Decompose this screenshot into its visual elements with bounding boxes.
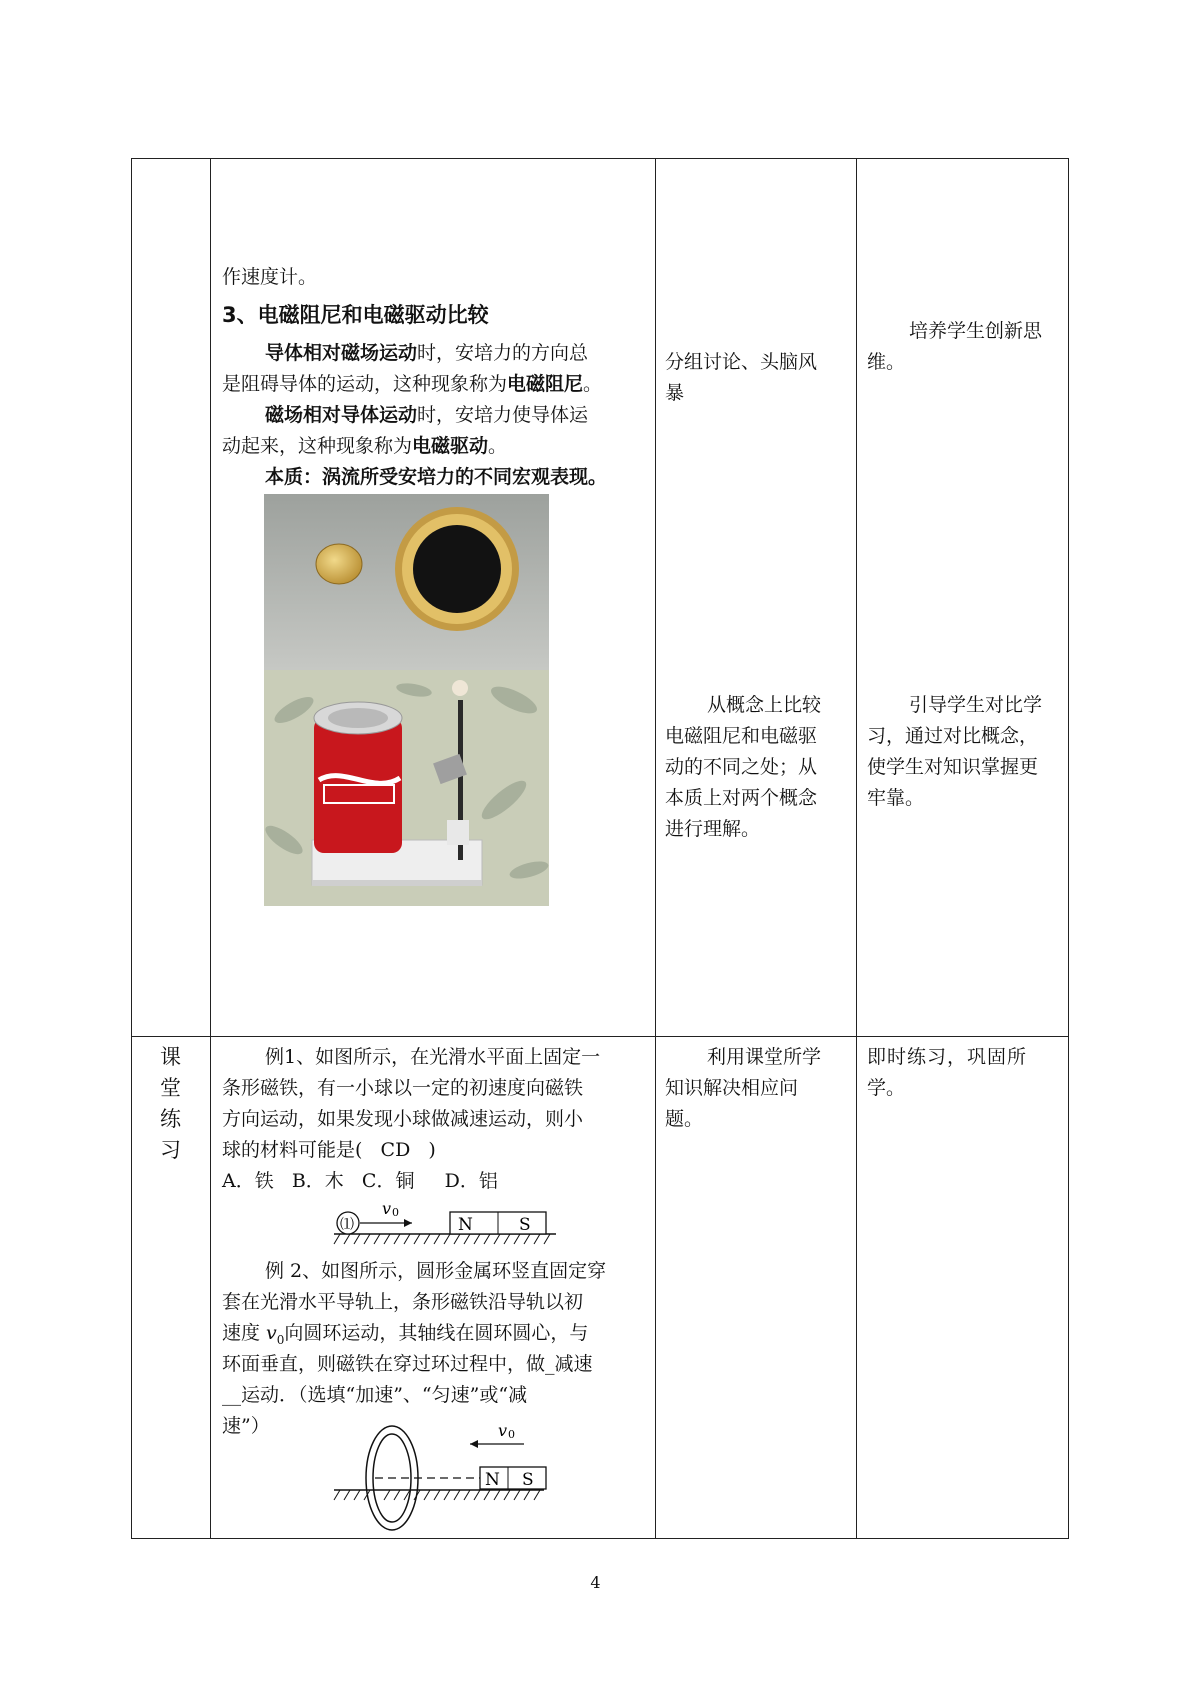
activity-compare-line3: 动的不同之处；从 [665,756,818,778]
row-label-char: 练 [160,1107,181,1131]
activity-compare-line1: 从概念上比较 [707,694,822,716]
damping-text-2: 是阻碍导体的运动，这种现象称为 [222,373,508,395]
velocity-symbol: v [266,1322,277,1344]
example1-line2: 条形磁铁，有一小球以一定的初速度向磁铁 [222,1077,584,1099]
activity-practice-line1: 利用课堂所学 [707,1046,822,1068]
activity-compare-line2: 电磁阻尼和电磁驱 [665,725,818,747]
intent-innovation-line1: 培养学生创新思 [909,320,1043,342]
table-border-right [1068,158,1069,1539]
content-line: 作速度计。 [222,266,318,288]
column-divider-2 [655,158,656,1539]
example1-options: A．铁 B．木 C．铜 D．铝 [222,1170,498,1192]
essence-line: 本质：涡流所受安培力的不同宏观表现。 [265,466,608,488]
example2-line5: __运动．（选填“加速”、“匀速”或“减 [222,1384,528,1406]
drive-term-bold: 磁场相对导体运动 [265,404,418,426]
damping-end: 。 [583,373,603,395]
example1-line3: 方向运动，如果发现小球做减速运动，则小 [222,1108,584,1130]
example2-line6: 速”） [222,1415,270,1437]
can-photo-image [264,670,549,906]
example2-text: 速度 [222,1322,267,1344]
page-number: 4 [590,1573,601,1592]
ring-magnet-s-label: S [522,1470,534,1490]
activity-group-discussion-line2: 暴 [665,382,685,404]
intent-compare-line3: 使学生对知识掌握更 [867,756,1039,778]
ball-label: ⑴ [340,1217,354,1233]
magnet-photo [264,494,549,670]
magnet-photo-image [264,494,549,670]
figure-ball-magnet-drawing [330,1198,560,1248]
ring-magnet-n-label: N [485,1470,500,1490]
section-heading: 3、电磁阻尼和电磁驱动比较 [222,303,489,327]
ring-velocity-subscript: 0 [508,1428,515,1441]
activity-compare-line5: 进行理解。 [665,818,761,840]
example1-line4: 球的材料可能是( CD ) [222,1139,436,1161]
magnet-s-label: S [519,1215,531,1235]
figure-ring-magnet-drawing [330,1422,560,1534]
column-divider-1 [210,158,211,1539]
damping-paragraph-line1 [265,338,588,369]
drive-paragraph-line2 [222,431,507,462]
activity-practice-line2: 知识解决相应问 [665,1077,799,1099]
example2-line2: 套在光滑水平导轨上，条形磁铁沿导轨以初 [222,1291,584,1313]
activity-practice-line3: 题。 [665,1108,704,1130]
intent-practice-line2: 学。 [867,1077,906,1099]
figure-ring-magnet [330,1422,560,1534]
intent-practice-line1: 即时练习，巩固所 [867,1046,1028,1068]
magnet-n-label: N [458,1215,473,1235]
activity-compare-line4: 本质上对两个概念 [665,787,818,809]
example2-line1: 例 2、如图所示，圆形金属环竖直固定穿 [265,1260,607,1282]
drive-end: 。 [488,435,508,457]
example1-line1: 例1、如图所示，在光滑水平面上固定一 [265,1046,601,1068]
intent-compare-line2: 习，通过对比概念， [867,725,1039,747]
drive-paragraph-line1 [265,400,588,431]
damping-paragraph-line2 [222,369,602,400]
figure-ball-magnet [330,1198,560,1248]
damping-keyword: 电磁阻尼 [507,373,584,395]
velocity-label: v [382,1199,392,1218]
velocity-subscript: 0 [276,1332,285,1347]
drive-text-2: 动起来，这种现象称为 [222,435,413,457]
drive-text: 时，安培力使导体运 [417,404,589,426]
column-divider-3 [856,158,857,1539]
table-border-bottom [131,1538,1068,1539]
row-label-char: 堂 [160,1076,181,1100]
table-border-left [131,158,132,1539]
row-divider [131,1036,1068,1037]
intent-compare-line4: 牢靠。 [867,787,925,809]
ring-velocity-label: v [498,1422,508,1440]
damping-text: 时，安培力的方向总 [417,342,589,364]
intent-innovation-line2: 维。 [867,351,906,373]
table-border-top [131,158,1068,159]
intent-compare-line1: 引导学生对比学 [909,694,1043,716]
drive-keyword: 电磁驱动 [412,435,489,457]
row-label-char: 习 [160,1138,181,1162]
activity-group-discussion-line1: 分组讨论、头脑风 [665,351,818,373]
damping-term-bold: 导体相对磁场运动 [265,342,418,364]
example2-text-rest: 向圆环运动，其轴线在圆环圆心，与 [284,1322,589,1344]
example2-line4: 环面垂直，则磁铁在穿过环过程中，做_减速 [222,1353,593,1375]
velocity-subscript: 0 [392,1206,399,1219]
row-label-char: 课 [160,1045,181,1069]
can-photo [264,670,549,906]
